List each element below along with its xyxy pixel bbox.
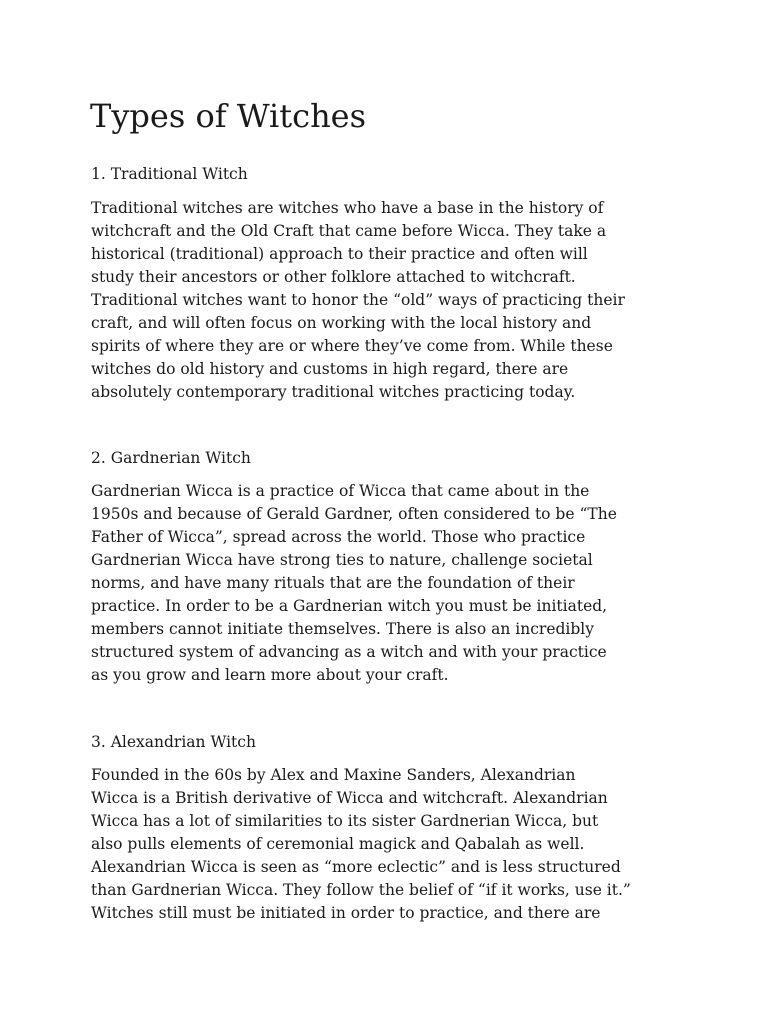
text-line: 1950s and because of Gerald Gardner, often considered to be “The — [91, 505, 617, 523]
text-line: historical (traditional) approach to their practice and often will — [91, 245, 588, 263]
text-line: Founded in the 60s by Alex and Maxine Sanders, Alexandrian — [91, 766, 576, 784]
text-line: absolutely contemporary traditional witches practicing today. — [91, 383, 576, 401]
text-line: also pulls elements of ceremonial magick and Qabalah as well. — [91, 835, 585, 853]
text-line: as you grow and learn more about your craft. — [91, 666, 449, 684]
text-line: Wicca has a lot of similarities to its sister Gardnerian Wicca, but — [91, 812, 599, 830]
text-line: Wicca is a British derivative of Wicca and witchcraft. Alexandrian — [91, 789, 608, 807]
text-line: study their ancestors or other folklore attached to witchcraft. — [91, 268, 576, 286]
text-line: spirits of where they are or where they’ve come from. While these — [91, 337, 613, 355]
section-heading-alexandrian-witch: 3. Alexandrian Witch — [91, 733, 256, 751]
text-line: than Gardnerian Wicca. They follow the belief of “if it works, use it.” — [91, 881, 631, 899]
section-body-gardnerian-witch — [91, 480, 617, 687]
text-line: practice. In order to be a Gardnerian witch you must be initiated, — [91, 597, 608, 615]
text-line: members cannot initiate themselves. There is also an incredibly — [91, 620, 595, 638]
section-heading-gardnerian-witch: 2. Gardnerian Witch — [91, 449, 251, 467]
text-line: Gardnerian Wicca have strong ties to nature, challenge societal — [91, 551, 593, 569]
text-line: witchcraft and the Old Craft that came before Wicca. They take a — [91, 222, 607, 240]
text-line: structured system of advancing as a witch and with your practice — [91, 643, 607, 661]
text-line: Alexandrian Wicca is seen as “more eclectic” and is less structured — [91, 858, 621, 876]
text-line: Gardnerian Wicca is a practice of Wicca that came about in the — [91, 482, 590, 500]
section-body-alexandrian-witch — [91, 764, 631, 925]
text-line: Traditional witches are witches who have a base in the history of — [91, 199, 604, 217]
text-line: craft, and will often focus on working with the local history and — [91, 314, 592, 332]
text-line: witches do old history and customs in high regard, there are — [91, 360, 569, 378]
section-body-traditional-witch — [91, 197, 625, 404]
text-line: norms, and have many rituals that are the foundation of their — [91, 574, 575, 592]
text-line: Witches still must be initiated in order to practice, and there are — [91, 904, 601, 922]
page-title: Types of Witches — [90, 97, 367, 135]
section-heading-traditional-witch: 1. Traditional Witch — [91, 165, 248, 183]
text-line: Father of Wicca”, spread across the world. Those who practice — [91, 528, 586, 546]
text-line: Traditional witches want to honor the “old” ways of practicing their — [91, 291, 625, 309]
